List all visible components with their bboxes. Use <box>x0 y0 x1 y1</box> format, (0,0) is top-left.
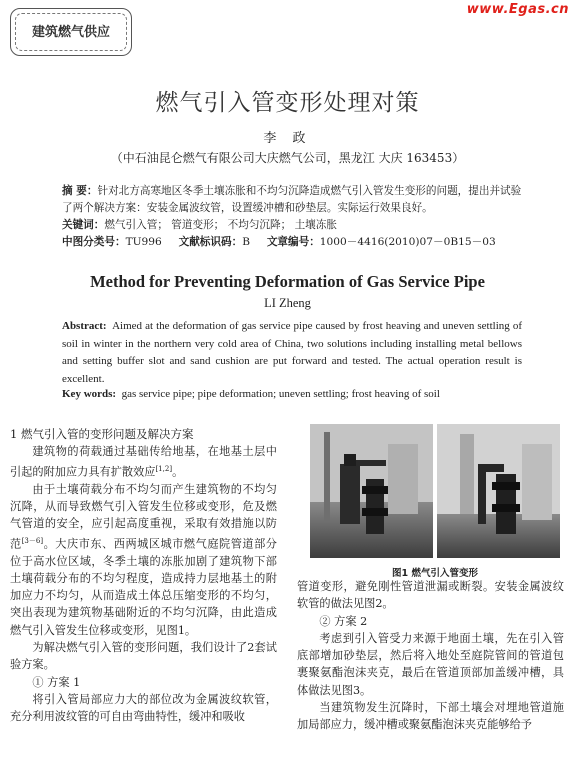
clc-value: TU996 <box>125 236 162 248</box>
abstract-en <box>62 318 522 388</box>
body-paragraph: 建筑物的荷载通过基础传给地基，在地基土层中引起的附加应力具有扩散效应[1,2]。 <box>10 445 277 479</box>
keywords-zh <box>62 217 522 234</box>
body-paragraph: 由于土壤荷载分布不均匀而产生建筑物的不均匀沉降，从而导致燃气引入管发生位移或变形，危及燃气管道的安全，应引起高度重视，采取有效措施以防范[3－6]。大庆市东、西两城区城市燃气庭院管道部分位于高水位区域，冬季土壤的冻胀加剧了建筑物下部土壤荷载分布的不均匀程度，造成持力层地基土的附加应力不均匀，从而造成土体总压缩变形的不均匀，突出表现为建筑物基础附近的不均匀沉降，由此造成燃气引入管发生位移或变形，见图1。 <box>10 482 277 637</box>
keywords-en-text: gas service pipe; pipe deformation; uneven settling; frost heaving of soil <box>121 388 440 400</box>
plan-2-heading: ② 方案 2 <box>319 614 368 628</box>
body-paragraph: 考虑到引入管受力来源于地面土壤，先在引入管底部增加砂垫层，然后将入地处至庭院管间的管道包裹聚氨酯泡沫夹克，最后在管道顶部加盖缓冲槽，具体做法见图3。 <box>297 631 564 697</box>
badge-label: 建筑燃气供应 <box>31 25 110 40</box>
abstract-zh-block <box>62 183 522 251</box>
doc-code-label: 文献标识码： <box>178 236 243 248</box>
clc-label: 中图分类号： <box>62 236 126 248</box>
affiliation-zh: （中石油昆仑燃气有限公司大庆燃气公司，黑龙江 大庆 163453） <box>110 151 465 165</box>
page-title-en: Method for Preventing Deformation of Gas Service Pipe <box>90 272 485 291</box>
body-paragraph: 管道变形，避免刚性管道泄漏或断裂。安装金属波纹软管的做法见图2。 <box>297 580 564 611</box>
author-zh: 李 政 <box>263 131 312 146</box>
abstract-zh <box>62 183 522 217</box>
body-paragraph: 当建筑物发生沉降时，下部土壤会对埋地管道施加局部应力，缓冲槽或聚氨酯泡沫夹克能够给予 <box>297 701 564 732</box>
classification-row <box>62 234 522 251</box>
citation-ref: [3－6] <box>21 536 44 545</box>
page-title-zh: 燃气引入管变形处理对策 <box>155 90 420 116</box>
pipe-photo-illustration <box>310 424 560 558</box>
article-number-label: 文章编号： <box>266 236 320 248</box>
plan-1-heading: ① 方案 1 <box>32 675 81 689</box>
body-right-column <box>297 578 564 734</box>
keywords-zh-label: 关键词： <box>62 219 105 231</box>
figure-1-photo <box>310 424 560 558</box>
author-en: LI Zheng <box>264 296 311 310</box>
article-number-value: 1000－4416(2010)07－0B15－03 <box>319 236 496 248</box>
watermark-text: www.Egas.cn <box>466 2 569 17</box>
abstract-en-text: Aimed at the deformation of gas service pipe caused by frost heaving and uneven settling of soil in winter in the northern very cold area of China, two solutions including installing metal bellows and setting buffer slot and sand cushion are put forward and tested. The actual operation result is excellent. <box>62 320 522 385</box>
section-badge <box>10 8 132 56</box>
body-paragraph: 将引入管局部应力大的部位改为金属波纹软管，充分利用波纹管的可自由弯曲特性，缓冲和吸收 <box>10 692 277 724</box>
body-left-column <box>10 426 277 726</box>
abstract-zh-text: 针对北方高寒地区冬季土壤冻胀和不均匀沉降造成燃气引入管发生变形的问题，提出并试验了两个解决方案：安装金属波纹管，设置缓冲槽和砂垫层。实际运行效果良好。 <box>62 185 522 214</box>
doc-code-value: B <box>242 236 250 248</box>
keywords-en <box>62 388 440 400</box>
keywords-zh-text: 燃气引入管； 管道变形； 不均匀沉降； 土壤冻胀 <box>104 219 337 231</box>
abstract-en-label: Abstract: <box>62 320 107 332</box>
abstract-zh-label: 摘 要： <box>62 185 98 197</box>
section-heading: 1 燃气引入管的变形问题及解决方案 <box>10 427 194 441</box>
figure-1-caption: 图1 燃气引入管变形 <box>392 568 478 579</box>
body-paragraph: 为解决燃气引入管的变形问题，我们设计了2套试验方案。 <box>10 641 277 672</box>
citation-ref: [1,2] <box>155 464 173 473</box>
keywords-en-label: Key words: <box>62 388 117 400</box>
